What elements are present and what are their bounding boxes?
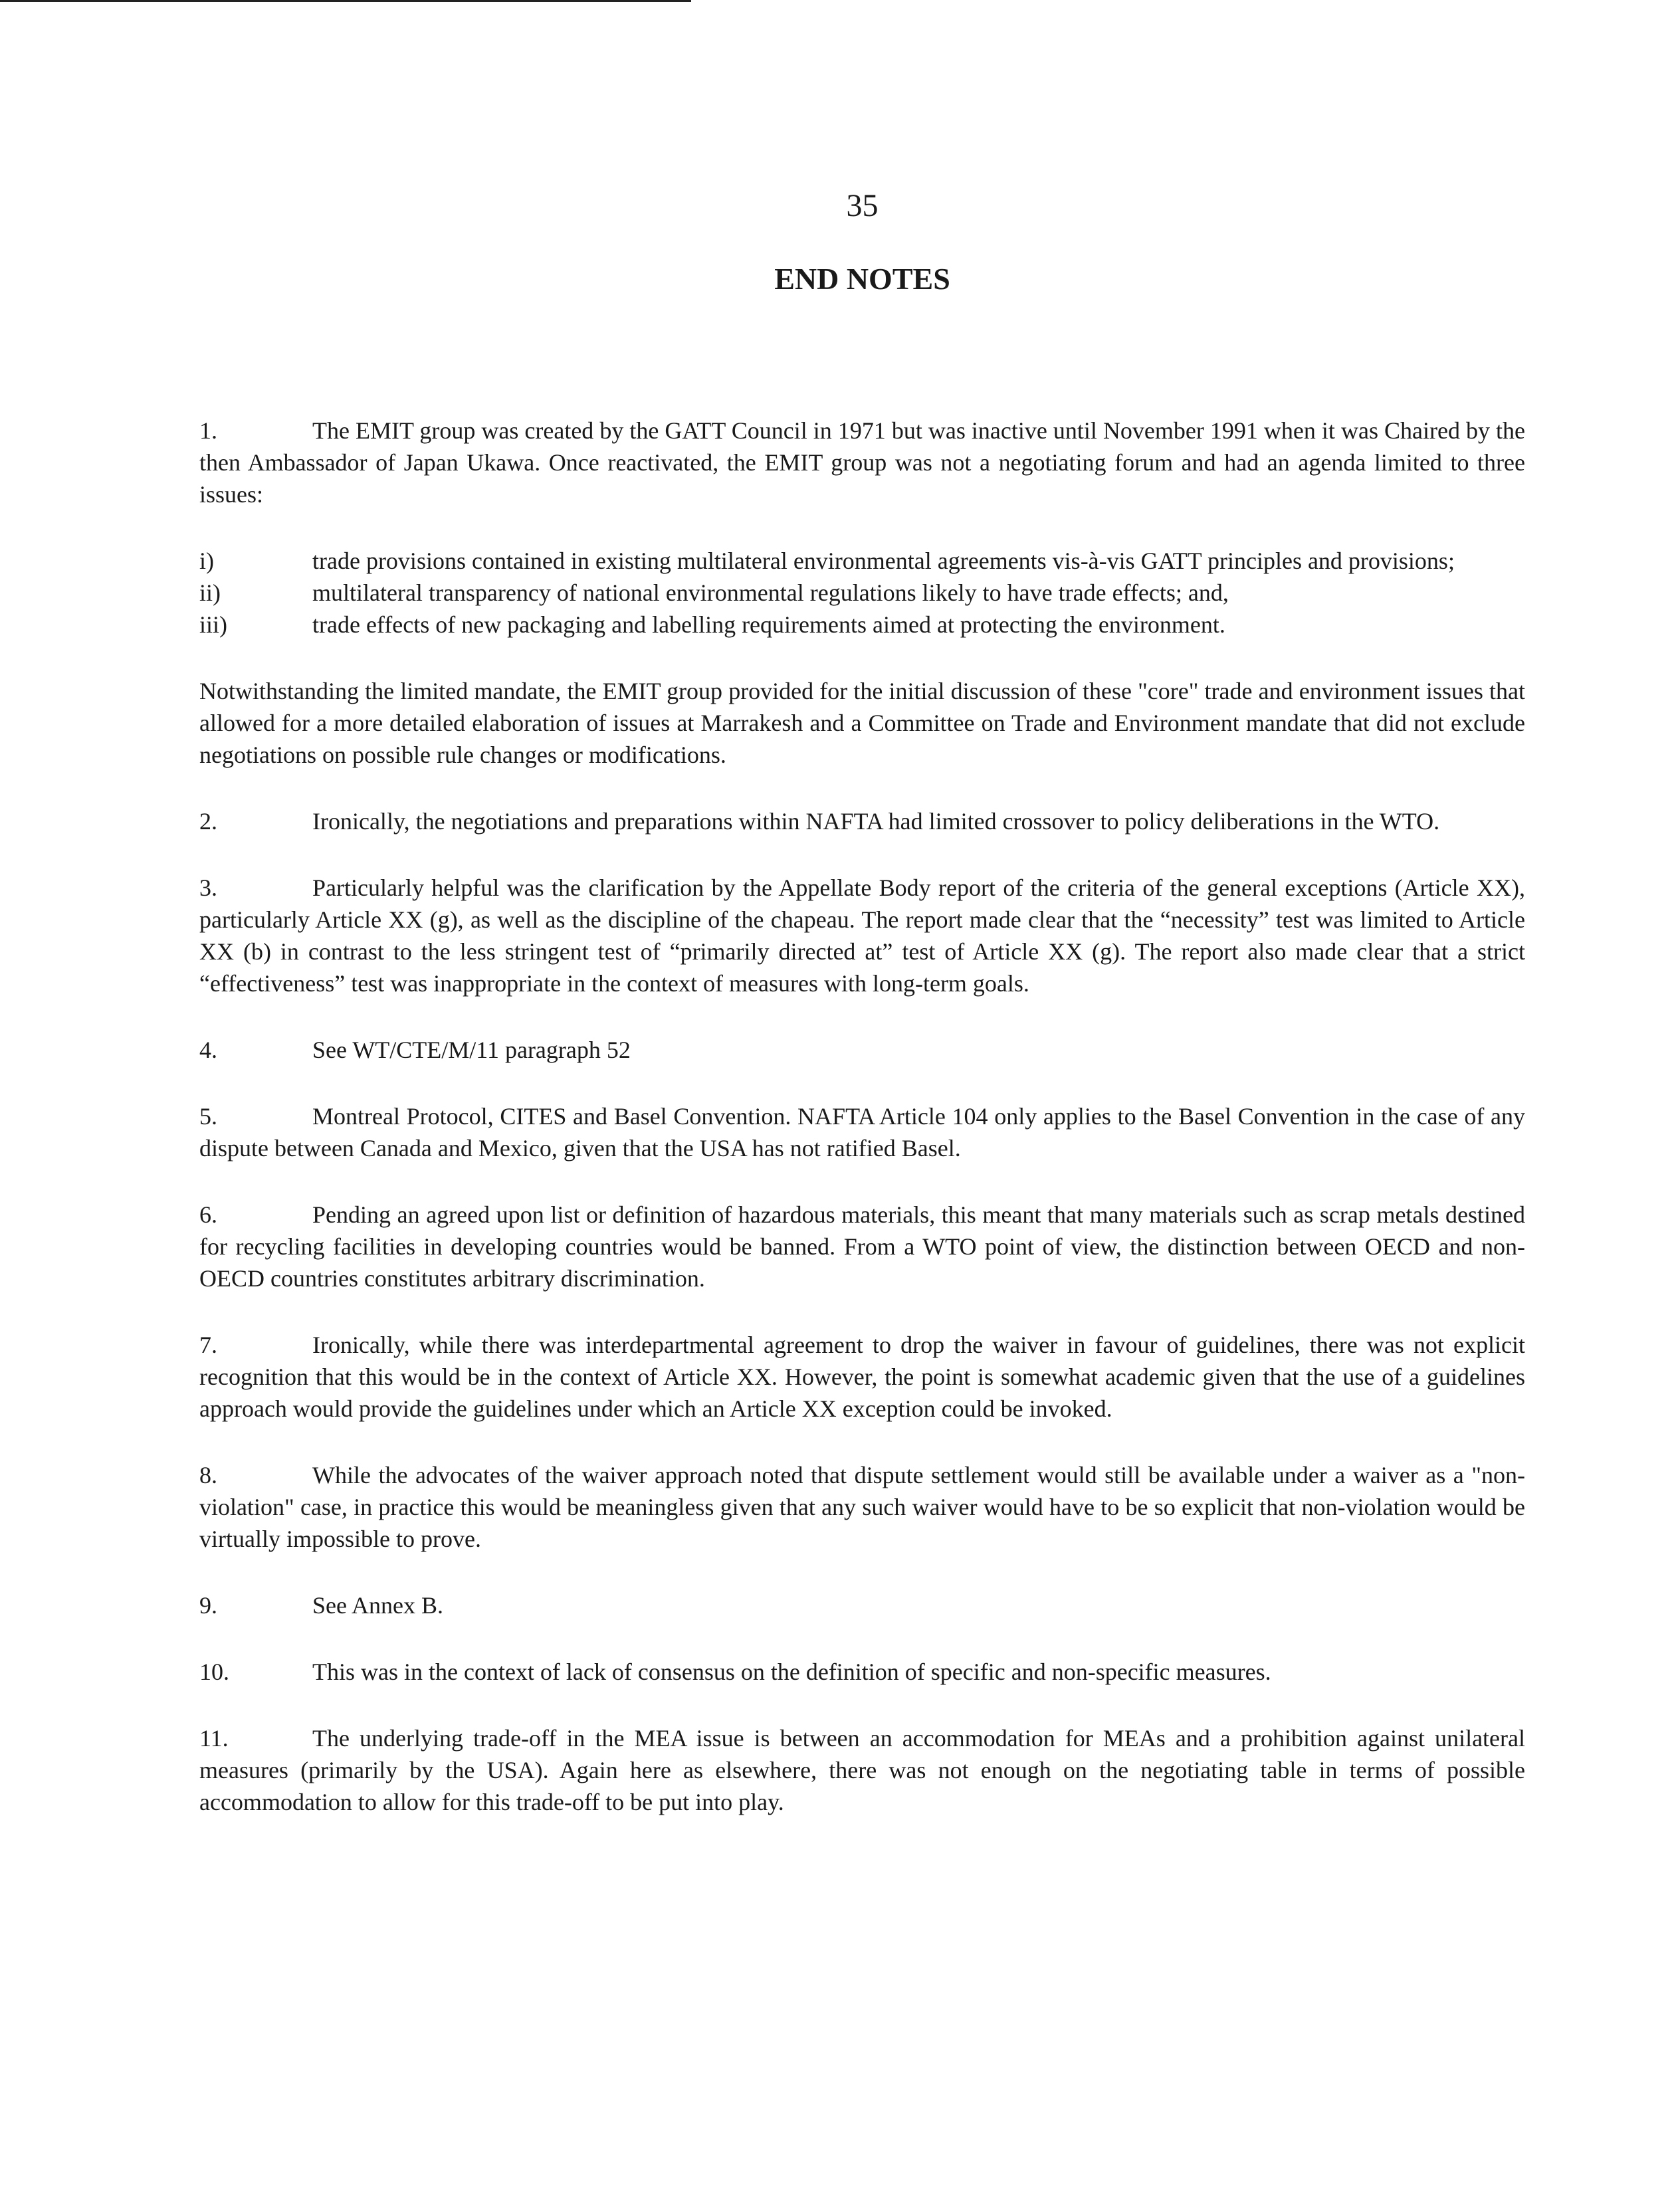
list-item-number: ii) (199, 579, 221, 606)
note-number: 5. (199, 1103, 217, 1130)
note-text: See WT/CTE/M/11 paragraph 52 (312, 1037, 631, 1063)
note-text: While the advocates of the waiver approach noted that dispute settlement would still be available under a waiver as a "non-violation" case, in practice this would be meaningless given that any such waiver would have to be so explicit that non-violation would be virtually impossible to prove. (199, 1462, 1525, 1552)
list-item (199, 609, 1525, 641)
note-number: 9. (199, 1592, 217, 1619)
list-item (199, 545, 1525, 577)
end-note-6 (199, 1199, 1525, 1294)
end-note-7 (199, 1329, 1525, 1425)
end-note-11 (199, 1722, 1525, 1818)
list-item-text: trade effects of new packaging and labelling requirements aimed at protecting the environment. (312, 611, 1225, 638)
note-1-continuation: Notwithstanding the limited mandate, the EMIT group provided for the initial discussion of these "core" trade and environment issues that allowed for a more detailed elaboration of issues at Marrakesh and a Committee on Trade and Environment mandate that did not exclude negotiations on possible rule changes or modifications. (199, 678, 1525, 768)
note-number: 8. (199, 1462, 217, 1488)
note-text: Ironically, while there was interdepartmental agreement to drop the waiver in favour of guidelines, there was not explicit recognition that this would be in the context of Article XX. However, the point is somewhat academic given that the use of a guidelines approach would provide the guidelines under which an Article XX exception could be invoked. (199, 1332, 1525, 1422)
list-item-number: i) (199, 548, 214, 574)
note-number: 10. (199, 1659, 229, 1685)
end-note-5 (199, 1100, 1525, 1164)
note-text: Montreal Protocol, CITES and Basel Convention. NAFTA Article 104 only applies to the Basel Convention in the case of any dispute between Canada and Mexico, given that the USA has not ratified Basel. (199, 1103, 1525, 1161)
page-heading: END NOTES (774, 262, 950, 296)
end-note-10 (199, 1656, 1525, 1688)
note-text: Particularly helpful was the clarification by the Appellate Body report of the criteria of the general exceptions (Article XX), particularly Article XX (g), as well as the discipline of the chapeau. The report made clear that the “necessity” test was limited to Article XX (b) in contrast to the less stringent test of “primarily directed at” test of Article XX (g). The report also made clear that a strict “effectiveness” test was inappropriate in the context of measures with long-term goals. (199, 874, 1525, 997)
list-item-text: trade provisions contained in existing multilateral environmental agreements vis-à-vis GATT principles and provisions; (312, 548, 1455, 574)
note-number: 2. (199, 808, 217, 835)
top-scan-rule (0, 0, 691, 2)
note-text: The underlying trade-off in the MEA issue is between an accommodation for MEAs and a prohibition against unilateral measures (primarily by the USA). Again here as elsewhere, there was not enough on the negotiating table in terms of possible accommodation to allow for this trade-off to be put into play. (199, 1725, 1525, 1815)
end-note-2 (199, 805, 1525, 837)
note-text: Pending an agreed upon list or definition of hazardous materials, this meant that many materials such as scrap metals destined for recycling facilities in developing countries would be banned. From a WTO point of view, the distinction between OECD and non-OECD countries constitutes arbitrary discrimination. (199, 1201, 1525, 1292)
note-1-issue-list (199, 545, 1525, 641)
note-number: 6. (199, 1201, 217, 1228)
note-text: The EMIT group was created by the GATT Council in 1971 but was inactive until November 1991 when it was Chaired by the then Ambassador of Japan Ukawa. Once reactivated, the EMIT group was not a negotiating forum and had an agenda limited to three issues: (199, 417, 1525, 508)
note-number: 7. (199, 1332, 217, 1358)
document-page (199, 186, 1525, 1853)
page-number: 35 (846, 188, 879, 223)
list-item-number: iii) (199, 611, 227, 638)
end-note-3 (199, 872, 1525, 999)
end-note-1 (199, 415, 1525, 510)
note-number: 3. (199, 874, 217, 901)
note-text: See Annex B. (312, 1592, 443, 1619)
note-text: Ironically, the negotiations and preparations within NAFTA had limited crossover to policy deliberations in the WTO. (312, 808, 1440, 835)
list-item (199, 577, 1525, 609)
end-note-8 (199, 1459, 1525, 1555)
list-item-text: multilateral transparency of national environmental regulations likely to have trade effects; and, (312, 579, 1229, 606)
note-text: This was in the context of lack of consensus on the definition of specific and non-specific measures. (312, 1659, 1271, 1685)
end-note-4 (199, 1034, 1525, 1066)
end-note-9 (199, 1589, 1525, 1621)
note-number: 11. (199, 1725, 229, 1752)
note-number: 1. (199, 417, 217, 444)
note-number: 4. (199, 1037, 217, 1063)
